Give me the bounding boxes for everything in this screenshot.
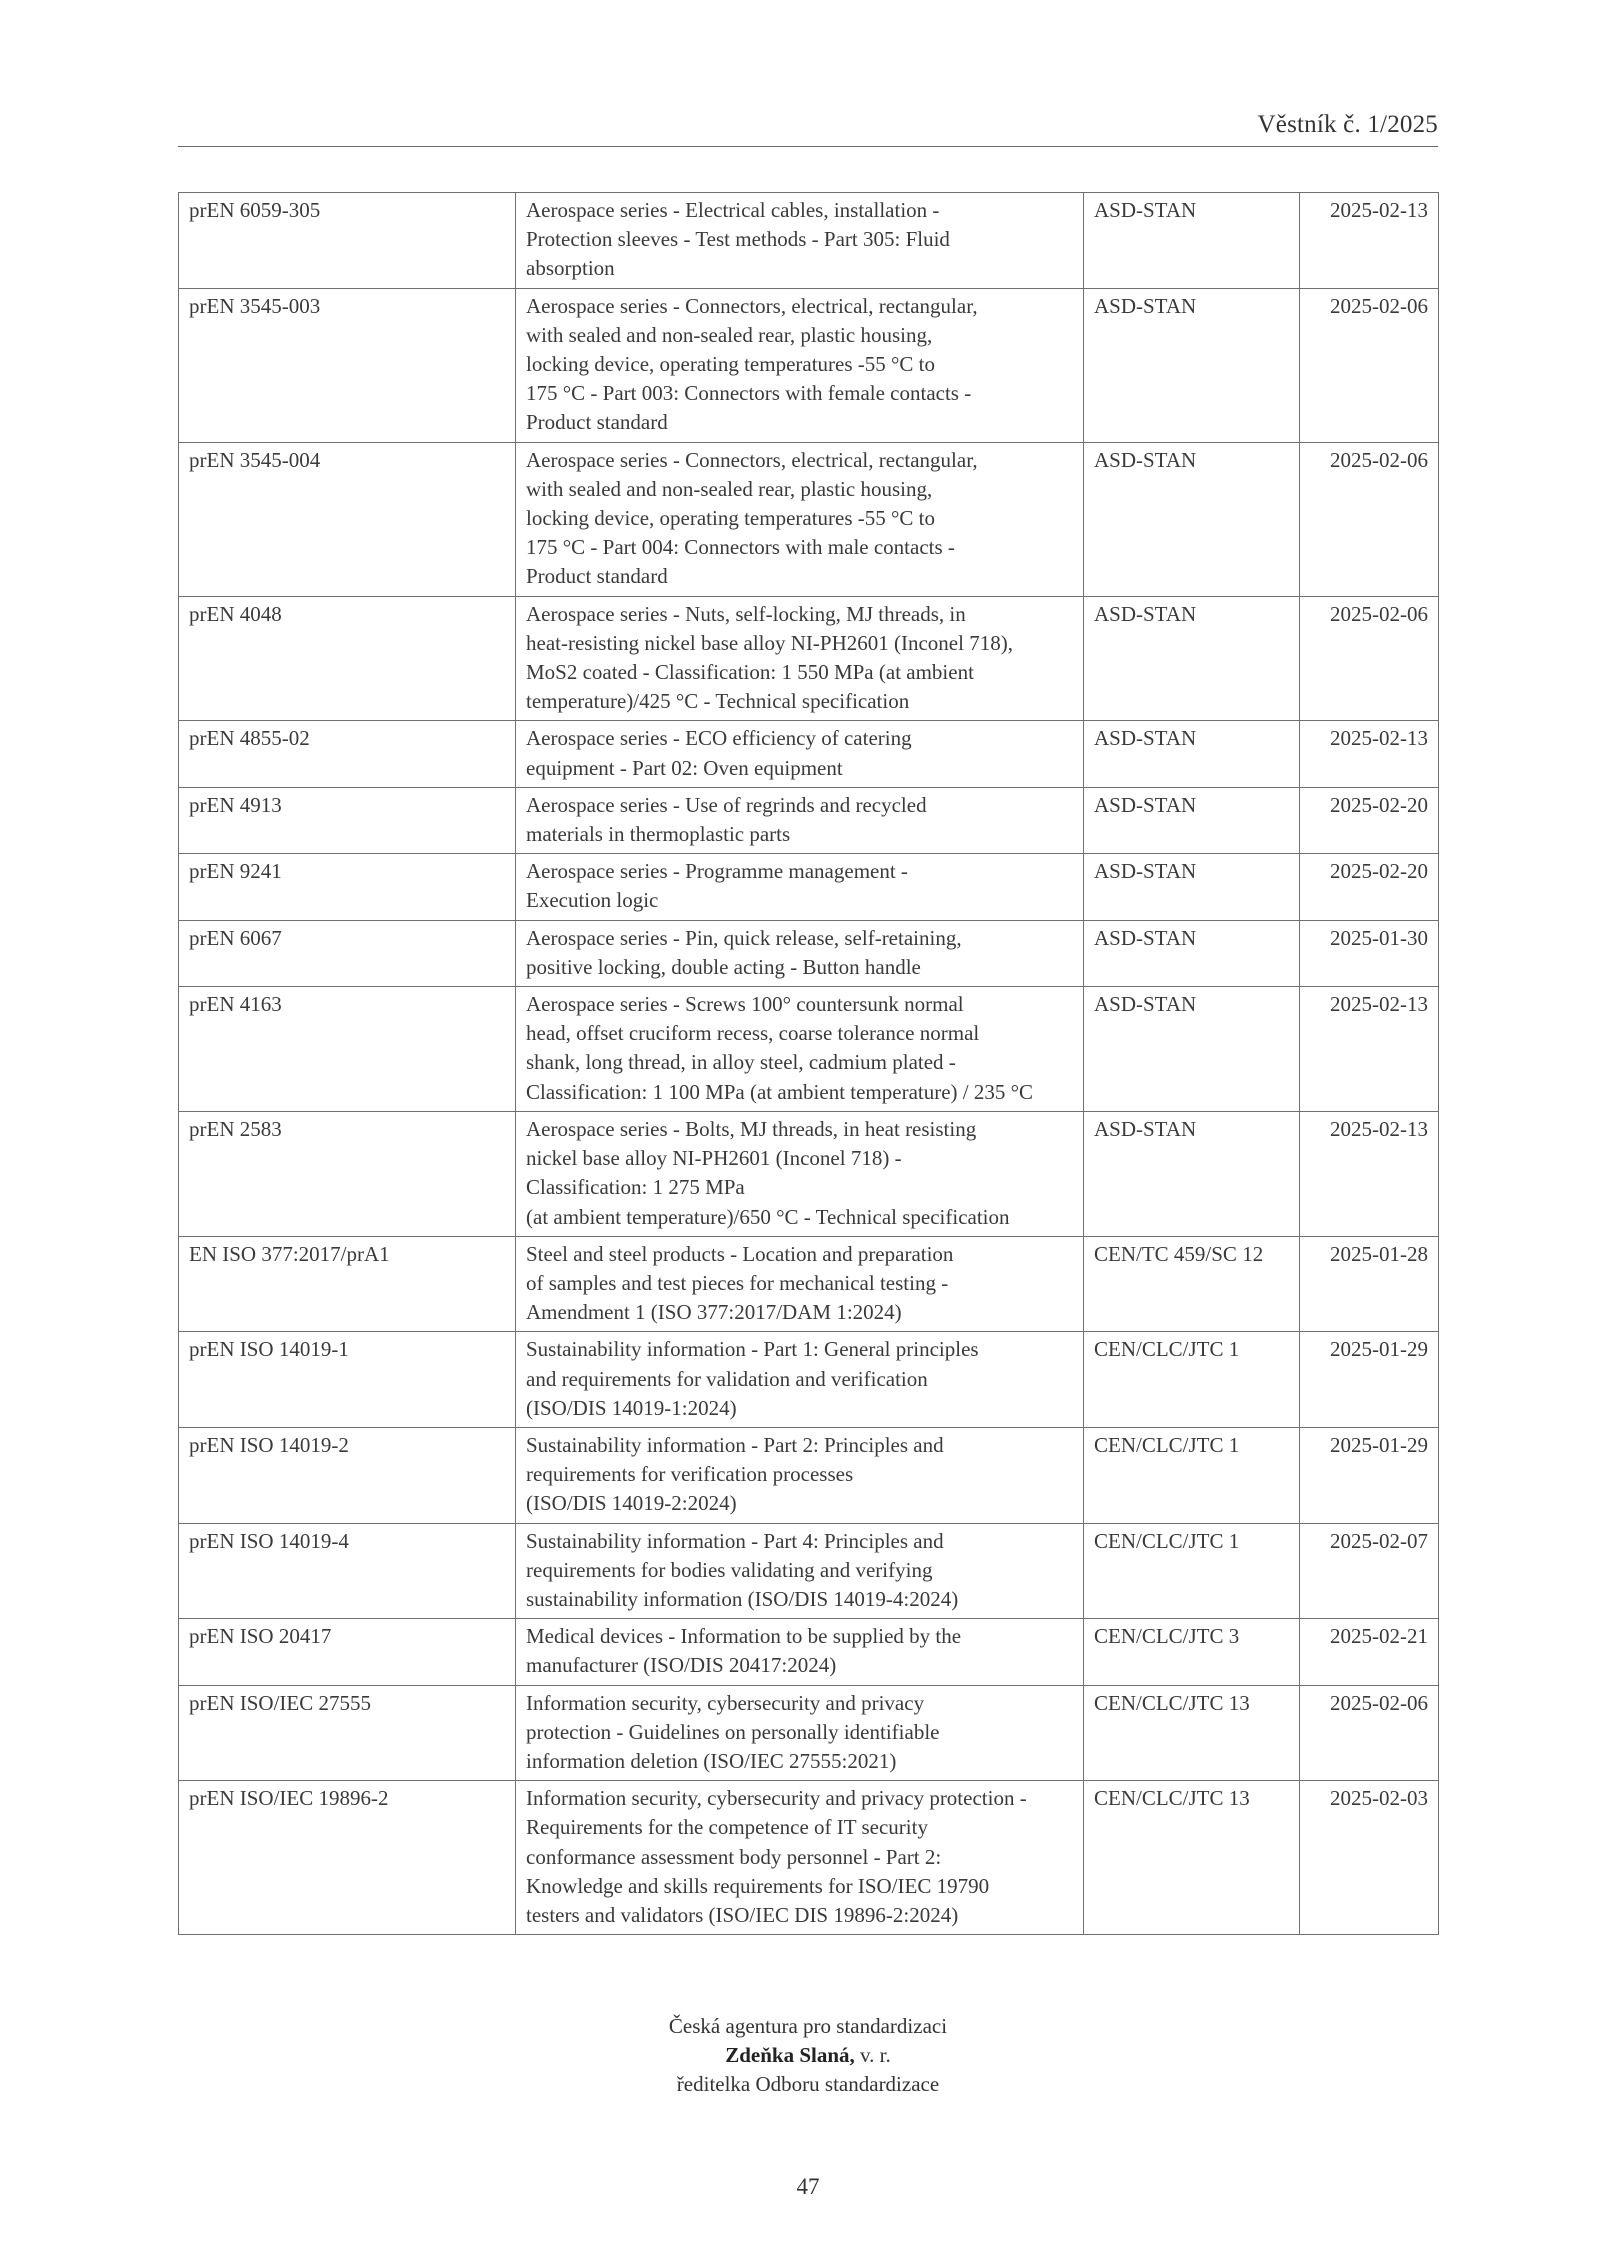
committee-cell: CEN/CLC/JTC 3	[1084, 1619, 1300, 1685]
table-row	[179, 987, 1439, 1112]
standard-title-cell: Information security, cybersecurity and privacy protection - Guidelines on personally identifiable information deletion (ISO/IEC 27555:2021)	[516, 1685, 1084, 1781]
date-cell: 2025-02-13	[1300, 987, 1439, 1112]
standard-code-cell: prEN ISO 14019-1	[179, 1332, 516, 1428]
date-cell: 2025-01-28	[1300, 1236, 1439, 1332]
standard-title-cell: Aerospace series - Nuts, self-locking, MJ threads, in heat-resisting nickel base alloy NI-PH2601 (Inconel 718), MoS2 coated - Classification: 1 550 MPa (at ambient temperature)/425 °C - Technical specification	[516, 596, 1084, 721]
standard-code-cell: prEN 4163	[179, 987, 516, 1112]
standard-code-cell: prEN 4048	[179, 596, 516, 721]
standard-code-cell: prEN 4913	[179, 787, 516, 853]
standard-title-cell: Aerospace series - Electrical cables, installation - Protection sleeves - Test methods - Part 305: Fluid absorption	[516, 193, 1084, 289]
date-cell: 2025-02-06	[1300, 288, 1439, 442]
committee-cell: ASD-STAN	[1084, 721, 1300, 787]
date-cell: 2025-01-29	[1300, 1427, 1439, 1523]
signer-role: ředitelka Odboru standardizace	[676, 2072, 940, 2096]
committee-cell: ASD-STAN	[1084, 288, 1300, 442]
standard-code-cell: prEN 6067	[179, 920, 516, 986]
committee-cell: CEN/CLC/JTC 13	[1084, 1685, 1300, 1781]
standard-code-cell: prEN 3545-004	[179, 442, 516, 596]
table-row	[179, 1427, 1439, 1523]
standard-title-cell: Aerospace series - Connectors, electrical, rectangular, with sealed and non-sealed rear, plastic housing, locking device, operating temperatures -55 °C to 175 °C - Part 003: Connectors with female contacts - Product standard	[516, 288, 1084, 442]
standard-code-cell: prEN ISO/IEC 27555	[179, 1685, 516, 1781]
date-cell: 2025-02-20	[1300, 854, 1439, 920]
date-cell: 2025-02-06	[1300, 596, 1439, 721]
table-row	[179, 288, 1439, 442]
bulletin-title: Věstník č. 1/2025	[1257, 111, 1438, 138]
agency-name: Česká agentura pro standardizaci	[668, 2014, 948, 2038]
date-cell: 2025-02-06	[1300, 1685, 1439, 1781]
date-cell: 2025-02-13	[1300, 1111, 1439, 1236]
committee-cell: ASD-STAN	[1084, 596, 1300, 721]
date-cell: 2025-02-03	[1300, 1781, 1439, 1935]
committee-cell: CEN/CLC/JTC 1	[1084, 1427, 1300, 1523]
standard-title-cell: Aerospace series - Programme management - Execution logic	[516, 854, 1084, 920]
standard-code-cell: prEN 4855-02	[179, 721, 516, 787]
committee-cell: CEN/CLC/JTC 1	[1084, 1332, 1300, 1428]
table-row	[179, 1619, 1439, 1685]
standard-code-cell: prEN 6059-305	[179, 193, 516, 289]
standard-code-cell: prEN 9241	[179, 854, 516, 920]
standard-title-cell: Aerospace series - Pin, quick release, self-retaining, positive locking, double acting - Button handle	[516, 920, 1084, 986]
standard-code-cell: prEN ISO 14019-2	[179, 1427, 516, 1523]
date-cell: 2025-02-07	[1300, 1523, 1439, 1619]
table-row	[179, 193, 1439, 289]
standard-title-cell: Information security, cybersecurity and privacy protection - Requirements for the competence of IT security conformance assessment body personnel - Part 2: Knowledge and skills requirements for ISO/IEC 19790 testers and validators (ISO/IEC DIS 19896-2:2024)	[516, 1781, 1084, 1935]
signature-block	[178, 2012, 1438, 2099]
page-number: 47	[796, 2174, 820, 2199]
date-cell: 2025-02-21	[1300, 1619, 1439, 1685]
table-row	[179, 1111, 1439, 1236]
table-row	[179, 1781, 1439, 1935]
table-row	[179, 1523, 1439, 1619]
table-row	[179, 1685, 1439, 1781]
standard-code-cell: prEN ISO/IEC 19896-2	[179, 1781, 516, 1935]
committee-cell: ASD-STAN	[1084, 920, 1300, 986]
standard-code-cell: prEN 2583	[179, 1111, 516, 1236]
committee-cell: ASD-STAN	[1084, 787, 1300, 853]
table-row	[179, 596, 1439, 721]
standard-title-cell: Medical devices - Information to be supplied by the manufacturer (ISO/DIS 20417:2024)	[516, 1619, 1084, 1685]
committee-cell: ASD-STAN	[1084, 442, 1300, 596]
signer-name: Zdeňka Slaná,	[725, 2043, 855, 2067]
standard-title-cell: Aerospace series - Use of regrinds and recycled materials in thermoplastic parts	[516, 787, 1084, 853]
committee-cell: CEN/CLC/JTC 13	[1084, 1781, 1300, 1935]
committee-cell: ASD-STAN	[1084, 854, 1300, 920]
standards-table	[178, 192, 1439, 1935]
date-cell: 2025-02-20	[1300, 787, 1439, 853]
standard-title-cell: Sustainability information - Part 4: Principles and requirements for bodies validating and verifying sustainability information (ISO/DIS 14019-4:2024)	[516, 1523, 1084, 1619]
date-cell: 2025-02-06	[1300, 442, 1439, 596]
standard-code-cell: EN ISO 377:2017/prA1	[179, 1236, 516, 1332]
table-row	[179, 787, 1439, 853]
committee-cell: CEN/TC 459/SC 12	[1084, 1236, 1300, 1332]
committee-cell: CEN/CLC/JTC 1	[1084, 1523, 1300, 1619]
standard-title-cell: Aerospace series - Bolts, MJ threads, in heat resisting nickel base alloy NI-PH2601 (Inconel 718) - Classification: 1 275 MPa (at ambient temperature)/650 °C - Technical specification	[516, 1111, 1084, 1236]
standard-title-cell: Aerospace series - Connectors, electrical, rectangular, with sealed and non-sealed rear, plastic housing, locking device, operating temperatures -55 °C to 175 °C - Part 004: Connectors with male contacts - Product standard	[516, 442, 1084, 596]
table-row	[179, 1236, 1439, 1332]
standard-title-cell: Aerospace series - ECO efficiency of catering equipment - Part 02: Oven equipment	[516, 721, 1084, 787]
date-cell: 2025-01-30	[1300, 920, 1439, 986]
standard-code-cell: prEN ISO 20417	[179, 1619, 516, 1685]
date-cell: 2025-01-29	[1300, 1332, 1439, 1428]
table-row	[179, 920, 1439, 986]
header-divider	[178, 146, 1438, 147]
signer-suffix: v. r.	[854, 2043, 891, 2067]
committee-cell: ASD-STAN	[1084, 1111, 1300, 1236]
table-row	[179, 721, 1439, 787]
committee-cell: ASD-STAN	[1084, 987, 1300, 1112]
standard-code-cell: prEN ISO 14019-4	[179, 1523, 516, 1619]
standard-title-cell: Aerospace series - Screws 100° countersunk normal head, offset cruciform recess, coarse tolerance normal shank, long thread, in alloy steel, cadmium plated - Classification: 1 100 MPa (at ambient temperature) / 235 °C	[516, 987, 1084, 1112]
standard-title-cell: Steel and steel products - Location and preparation of samples and test pieces for mechanical testing - Amendment 1 (ISO 377:2017/DAM 1:2024)	[516, 1236, 1084, 1332]
standard-title-cell: Sustainability information - Part 1: General principles and requirements for validation and verification (ISO/DIS 14019-1:2024)	[516, 1332, 1084, 1428]
table-row	[179, 442, 1439, 596]
standard-code-cell: prEN 3545-003	[179, 288, 516, 442]
date-cell: 2025-02-13	[1300, 193, 1439, 289]
committee-cell: ASD-STAN	[1084, 193, 1300, 289]
standards-table-body	[179, 193, 1439, 1935]
standard-title-cell: Sustainability information - Part 2: Principles and requirements for verification processes (ISO/DIS 14019-2:2024)	[516, 1427, 1084, 1523]
signer-line	[178, 2041, 1438, 2070]
table-row	[179, 1332, 1439, 1428]
date-cell: 2025-02-13	[1300, 721, 1439, 787]
table-row	[179, 854, 1439, 920]
